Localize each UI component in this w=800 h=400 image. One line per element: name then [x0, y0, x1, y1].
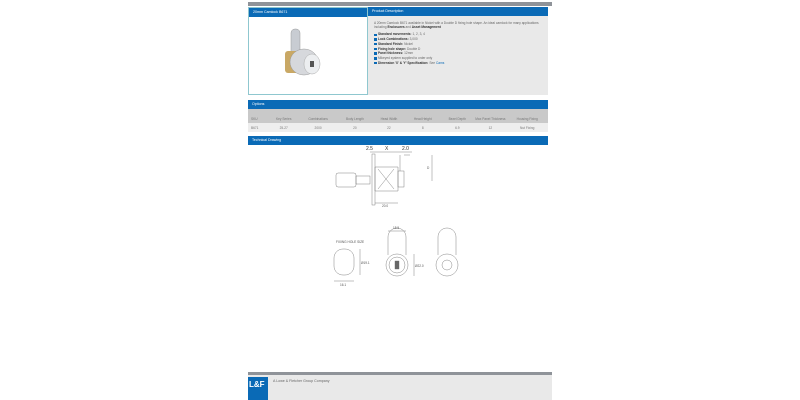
feature-item: Dimension 'X' & 'Y' Specification: See Cams — [374, 61, 542, 66]
feature-item: Panel thickness: 12mm — [374, 51, 542, 56]
product-panel — [248, 7, 368, 95]
description-heading: Product Description — [368, 7, 548, 16]
feature-item: Fixing hole shape: Double D — [374, 47, 542, 52]
col-bezel-depth: Bezel Depth — [440, 109, 474, 123]
col-housing-fixing: Housing Fixing — [506, 109, 548, 123]
cell: 12 — [474, 123, 506, 132]
options-section — [248, 100, 548, 132]
options-table — [248, 109, 548, 132]
col-head-height: Head Height — [405, 109, 440, 123]
dim-label: D — [427, 166, 430, 170]
description-panel — [368, 7, 548, 95]
description-text: A 20mm Camlock B671 available in Nickel with a Double D fixing hole shape. An ideal camlock for many applications including Enclosures and Asset Management — [374, 21, 539, 30]
cell: 8 — [405, 123, 440, 132]
cell: 22 — [373, 123, 406, 132]
datasheet-page — [248, 0, 552, 400]
top-divider — [248, 2, 552, 6]
bullet-icon — [374, 48, 377, 51]
bullet-icon — [374, 62, 377, 65]
feature-list — [368, 29, 548, 65]
dim-label: FIXING HOLE SIZE — [336, 240, 365, 244]
cell: B671 — [248, 123, 269, 132]
col-key-series: Key Series — [269, 109, 299, 123]
col-sku: SKU — [248, 109, 269, 123]
footer — [248, 375, 552, 400]
table-header — [248, 109, 548, 123]
dim-label: Ø19.1 — [361, 261, 370, 265]
col-body-length: Body Length — [337, 109, 372, 123]
feature-item: Standard movements: 1, 2, 3, 4 — [374, 32, 542, 37]
technical-heading: Technical Drawing — [248, 136, 548, 145]
cell: 2000 — [299, 123, 337, 132]
bullet-icon — [374, 38, 377, 41]
feature-item: Standard Finish: Nickel — [374, 42, 542, 47]
col-max-panel: Max Panel Thickness — [474, 109, 506, 123]
dim-label: 2.0 — [402, 146, 409, 152]
technical-drawing — [248, 145, 548, 295]
bullet-icon — [374, 57, 377, 60]
col-combinations: Combinations — [299, 109, 337, 123]
table-row — [248, 123, 548, 132]
feature-item: Lock Combinations: 3,000 — [374, 37, 542, 42]
bullet-icon — [374, 52, 377, 55]
dim-label: 16.1 — [340, 283, 347, 287]
product-title: 20mm Camlock B671 — [249, 8, 367, 17]
company-tagline: A Lowe & Fletcher Group Company — [273, 379, 330, 383]
options-heading: Options — [248, 100, 548, 109]
bullet-icon — [374, 43, 377, 46]
dim-label: 20.0 — [382, 204, 389, 208]
camlock-photo — [249, 17, 367, 95]
cell: Nut Fixing — [506, 123, 548, 132]
dim-label: X — [385, 146, 389, 152]
bullet-icon — [374, 34, 377, 37]
col-head-width: Head Width — [373, 109, 406, 123]
cell: 6.9 — [440, 123, 474, 132]
dim-label: Ø22.0 — [415, 264, 424, 268]
cams-link[interactable]: Cams — [436, 60, 445, 65]
cell: 20 — [337, 123, 372, 132]
dim-label: 15.5 — [393, 226, 400, 230]
technical-section — [248, 136, 548, 145]
dim-label: 2.5 — [366, 146, 373, 152]
feature-item: Mikeyed system supplied to order only — [374, 56, 542, 61]
cell: 25-27 — [269, 123, 299, 132]
company-logo: L&F — [248, 377, 268, 400]
